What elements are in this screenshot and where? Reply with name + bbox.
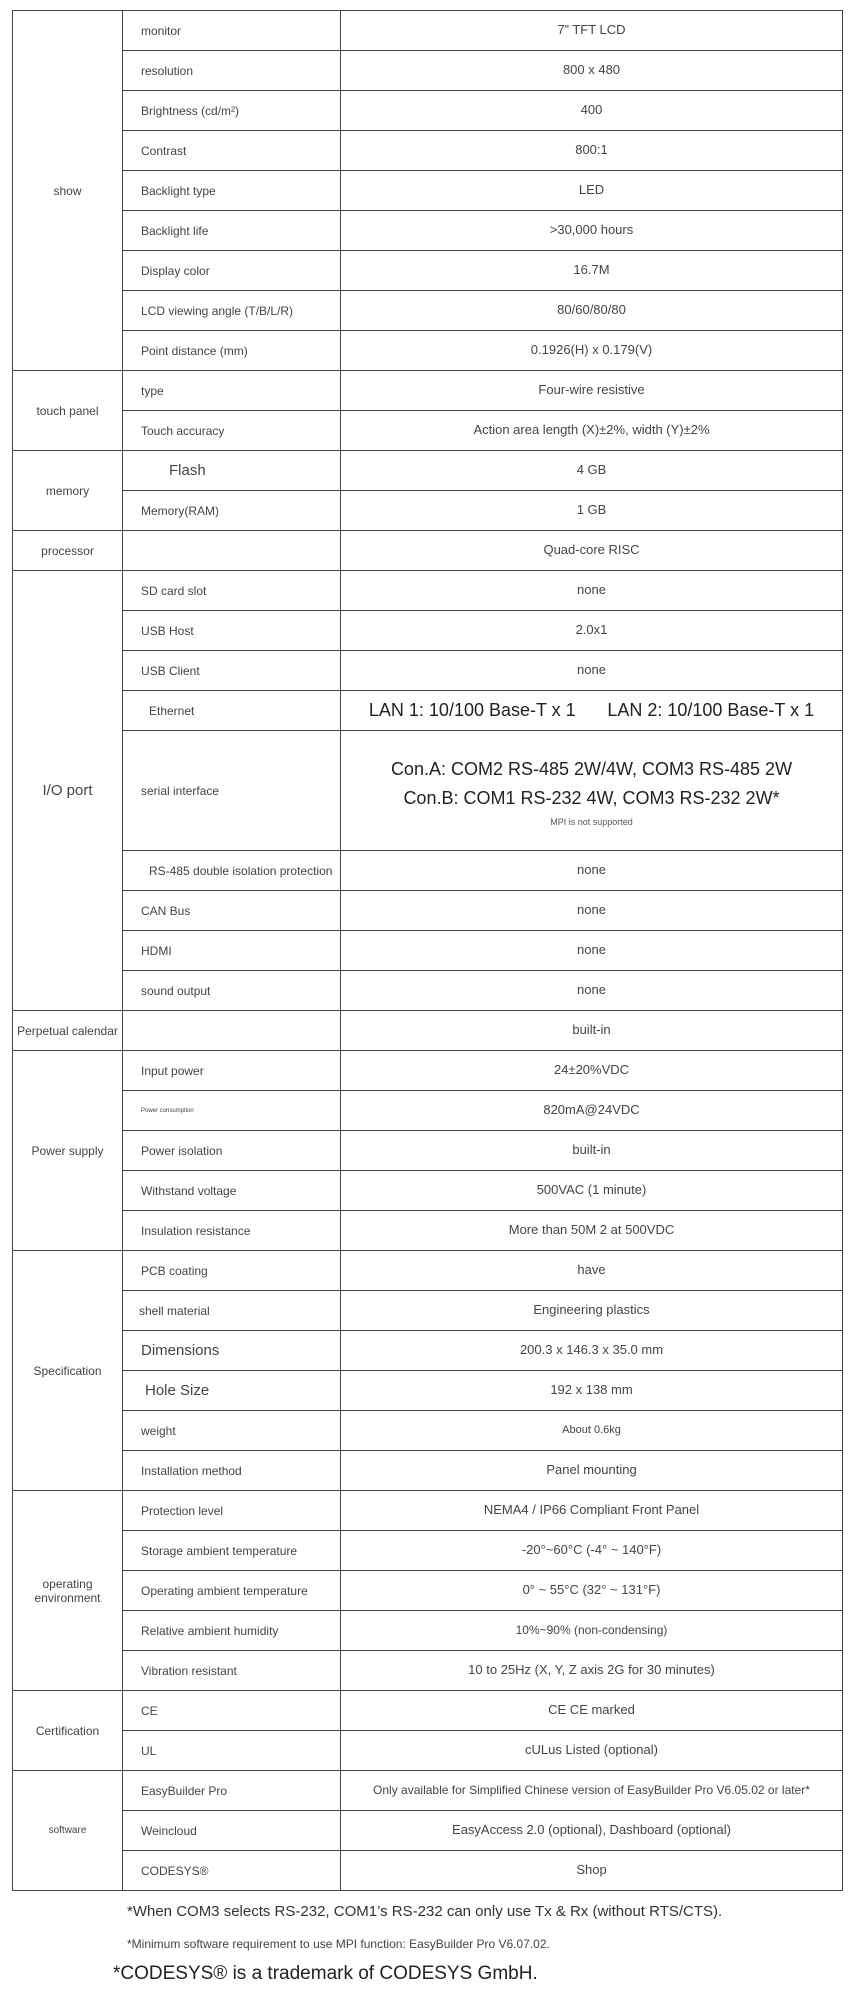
spec-value: 0.1926(H) x 0.179(V) — [341, 331, 843, 371]
spec-value: cULus Listed (optional) — [341, 1731, 843, 1771]
table-row — [13, 451, 843, 491]
spec-label: monitor — [123, 11, 341, 51]
table-row — [13, 91, 843, 131]
spec-value: 10 to 25Hz (X, Y, Z axis 2G for 30 minutes) — [341, 1651, 843, 1691]
table-row — [13, 411, 843, 451]
table-row — [13, 1051, 843, 1091]
table-row — [13, 651, 843, 691]
spec-label: UL — [123, 1731, 341, 1771]
table-row — [13, 131, 843, 171]
category-touch-panel: touch panel — [13, 371, 123, 451]
spec-label: HDMI — [123, 931, 341, 971]
category-perpetual-calendar: Perpetual calendar — [13, 1011, 123, 1051]
spec-value: Shop — [341, 1851, 843, 1891]
spec-value: NEMA4 / IP66 Compliant Front Panel — [341, 1491, 843, 1531]
table-row — [13, 371, 843, 411]
spec-label: Backlight type — [123, 171, 341, 211]
spec-label: Point distance (mm) — [123, 331, 341, 371]
table-row — [13, 11, 843, 51]
spec-value: 4 GB — [341, 451, 843, 491]
spec-label: Weincloud — [123, 1811, 341, 1851]
spec-label: Relative ambient humidity — [123, 1611, 341, 1651]
spec-value: Panel mounting — [341, 1451, 843, 1491]
ethernet-lan2: LAN 2: 10/100 Base-T x 1 — [607, 700, 815, 721]
table-row — [13, 1291, 843, 1331]
footnote-codesys-trademark: *CODESYS® is a trademark of CODESYS GmbH. — [113, 1963, 538, 1984]
spec-value: none — [341, 931, 843, 971]
spec-value: More than 50M 2 at 500VDC — [341, 1211, 843, 1251]
spec-label: type — [123, 371, 341, 411]
spec-value: none — [341, 891, 843, 931]
spec-value: 0° ~ 55°C (32° ~ 131°F) — [341, 1571, 843, 1611]
spec-value: Engineering plastics — [341, 1291, 843, 1331]
spec-label: CODESYS® — [123, 1851, 341, 1891]
serial-note: MPI is not supported — [550, 817, 633, 828]
category-power-supply: Power supply — [13, 1051, 123, 1251]
spec-value: none — [341, 651, 843, 691]
spec-value: >30,000 hours — [341, 211, 843, 251]
spec-value: About 0.6kg — [341, 1411, 843, 1451]
category-processor: processor — [13, 531, 123, 571]
spec-label: Storage ambient temperature — [123, 1531, 341, 1571]
spec-value: 10%~90% (non-condensing) — [341, 1611, 843, 1651]
spec-value: 820mA@24VDC — [341, 1091, 843, 1131]
table-row — [13, 171, 843, 211]
serial-con-b: Con.B: COM1 RS-232 4W, COM3 RS-232 2W* — [403, 787, 780, 808]
category-show: show — [13, 11, 123, 371]
spec-label: Insulation resistance — [123, 1211, 341, 1251]
table-row — [13, 1371, 843, 1411]
spec-label — [123, 531, 341, 571]
table-row — [13, 1451, 843, 1491]
spec-value: 2.0x1 — [341, 611, 843, 651]
table-row — [13, 1011, 843, 1051]
spec-value: 200.3 x 146.3 x 35.0 mm — [341, 1331, 843, 1371]
spec-value: Four-wire resistive — [341, 371, 843, 411]
spec-label: LCD viewing angle (T/B/L/R) — [123, 291, 341, 331]
category-software: software — [13, 1771, 123, 1891]
spec-label: USB Client — [123, 651, 341, 691]
table-row — [13, 1491, 843, 1531]
table-row — [13, 1331, 843, 1371]
spec-label: Withstand voltage — [123, 1171, 341, 1211]
spec-value: 7” TFT LCD — [341, 11, 843, 51]
spec-value: CE CE marked — [341, 1691, 843, 1731]
spec-label: Memory(RAM) — [123, 491, 341, 531]
spec-label: PCB coating — [123, 1251, 341, 1291]
spec-value: 80/60/80/80 — [341, 291, 843, 331]
table-row — [13, 211, 843, 251]
spec-label: serial interface — [123, 731, 341, 851]
table-row — [13, 571, 843, 611]
spec-value: Only available for Simplified Chinese version of EasyBuilder Pro V6.05.02 or later* — [341, 1771, 843, 1811]
table-row — [13, 851, 843, 891]
table-row — [13, 1531, 843, 1571]
table-row — [13, 1691, 843, 1731]
spec-value: 1 GB — [341, 491, 843, 531]
table-row — [13, 291, 843, 331]
table-row — [13, 1091, 843, 1131]
table-row — [13, 1571, 843, 1611]
table-row — [13, 1611, 843, 1651]
table-row — [13, 331, 843, 371]
spec-label: Protection level — [123, 1491, 341, 1531]
spec-value: built-in — [341, 1011, 843, 1051]
spec-value: 192 x 138 mm — [341, 1371, 843, 1411]
serial-con-a: Con.A: COM2 RS-485 2W/4W, COM3 RS-485 2W — [390, 759, 793, 780]
table-row — [13, 1171, 843, 1211]
footnote-mpi: *Minimum software requirement to use MPI function: EasyBuilder Pro V6.07.02. — [127, 1937, 550, 1951]
spec-label: USB Host — [123, 611, 341, 651]
table-row — [13, 1731, 843, 1771]
category-certification: Certification — [13, 1691, 123, 1771]
spec-label: Touch accuracy — [123, 411, 341, 451]
footnote-com3: *When COM3 selects RS-232, COM1’s RS-232 can only use Tx & Rx (without RTS/CTS). — [127, 1903, 723, 1920]
spec-table — [12, 10, 843, 1891]
spec-value: 800:1 — [341, 131, 843, 171]
spec-value: LED — [341, 171, 843, 211]
table-row — [13, 1651, 843, 1691]
spec-value: 800 x 480 — [341, 51, 843, 91]
spec-label: Display color — [123, 251, 341, 291]
spec-label: SD card slot — [123, 571, 341, 611]
table-row — [13, 731, 843, 851]
table-row — [13, 1851, 843, 1891]
table-row — [13, 971, 843, 1011]
category-io-port: I/O port — [13, 571, 123, 1011]
spec-label: Brightness (cd/m²) — [123, 91, 341, 131]
spec-label: Installation method — [123, 1451, 341, 1491]
category-operating-environment: operating environment — [13, 1491, 123, 1691]
table-row — [13, 251, 843, 291]
spec-value: 24±20%VDC — [341, 1051, 843, 1091]
spec-value: built-in — [341, 1131, 843, 1171]
table-row — [13, 1131, 843, 1171]
spec-label: Backlight life — [123, 211, 341, 251]
spec-value: have — [341, 1251, 843, 1291]
table-row — [13, 611, 843, 651]
table-row — [13, 51, 843, 91]
spec-label: Contrast — [123, 131, 341, 171]
spec-value: 16.7M — [341, 251, 843, 291]
spec-label: Power isolation — [123, 1131, 341, 1171]
table-row — [13, 891, 843, 931]
spec-label: Vibration resistant — [123, 1651, 341, 1691]
table-row — [13, 1771, 843, 1811]
spec-label: Ethernet — [123, 691, 341, 731]
spec-value: none — [341, 971, 843, 1011]
spec-label: resolution — [123, 51, 341, 91]
spec-label: Operating ambient temperature — [123, 1571, 341, 1611]
spec-label: Hole Size — [123, 1371, 341, 1411]
spec-value: 400 — [341, 91, 843, 131]
spec-label: shell material — [123, 1291, 341, 1331]
spec-label: EasyBuilder Pro — [123, 1771, 341, 1811]
category-memory: memory — [13, 451, 123, 531]
table-row — [13, 1211, 843, 1251]
category-specification: Specification — [13, 1251, 123, 1491]
table-row — [13, 691, 843, 731]
spec-value: none — [341, 571, 843, 611]
spec-label: Flash — [123, 451, 341, 491]
spec-label — [123, 1011, 341, 1051]
spec-label: sound output — [123, 971, 341, 1011]
table-row — [13, 491, 843, 531]
ethernet-lan1: LAN 1: 10/100 Base-T x 1 — [368, 700, 576, 721]
spec-label: weight — [123, 1411, 341, 1451]
table-row — [13, 931, 843, 971]
spec-label: CE — [123, 1691, 341, 1731]
table-row — [13, 1411, 843, 1451]
spec-value: EasyAccess 2.0 (optional), Dashboard (optional) — [341, 1811, 843, 1851]
spec-label: RS-485 double isolation protection — [123, 851, 341, 891]
spec-label: Power consumption — [123, 1091, 341, 1131]
spec-value: Quad-core RISC — [341, 531, 843, 571]
spec-value: none — [341, 851, 843, 891]
table-row — [13, 531, 843, 571]
table-row — [13, 1251, 843, 1291]
spec-label: Dimensions — [123, 1331, 341, 1371]
spec-value: 500VAC (1 minute) — [341, 1171, 843, 1211]
spec-value — [341, 691, 843, 731]
spec-value — [341, 731, 843, 851]
spec-value: Action area length (X)±2%, width (Y)±2% — [341, 411, 843, 451]
spec-label: CAN Bus — [123, 891, 341, 931]
table-row — [13, 1811, 843, 1851]
spec-label: Input power — [123, 1051, 341, 1091]
spec-value: -20°~60°C (-4° ~ 140°F) — [341, 1531, 843, 1571]
